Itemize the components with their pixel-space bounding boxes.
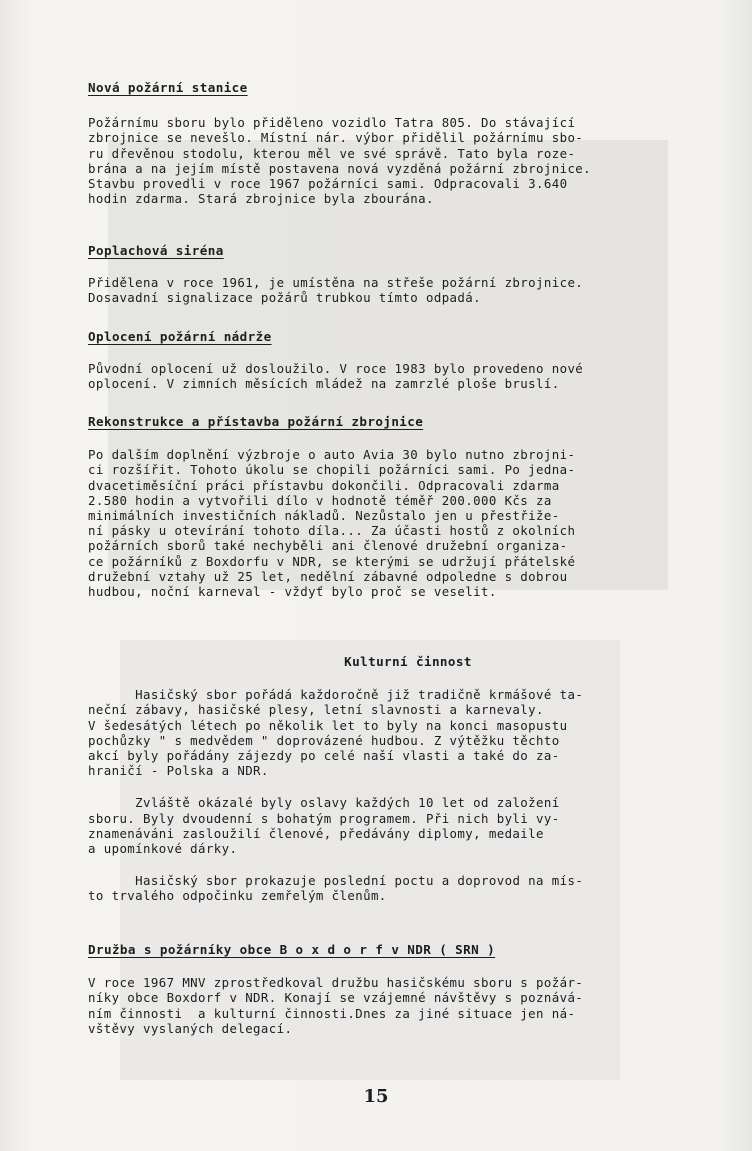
section-heading: Družba s požárníky obce B o x d o r f v NDR ( SRN ) <box>88 942 496 957</box>
section-culture <box>88 654 728 904</box>
section-heading: Oplocení požární nádrže <box>88 329 272 344</box>
section-heading: Poplachová siréna <box>88 243 224 258</box>
culture-paragraph-3: Hasičský sbor prokazuje poslední poctu a doprovod na mís- to trvalého odpočinku zemřelým členům. <box>88 873 584 904</box>
section-body: Přidělena v roce 1961, je umístěna na střeše požární zbrojnice. Dosavadní signalizace požárů trubkou tímto odpadá. <box>88 275 584 306</box>
section-partnership <box>88 942 728 1036</box>
section-heading: Nová požární stanice <box>88 80 248 95</box>
culture-paragraph-1: Hasičský sbor pořádá každoročně již tradičně krmášové ta- neční zábavy, hasičské plesy, letní slavnosti a karnevaly. V šedesátých létech po několik let to byly na konci masopustu pochůzky " s medvědem " doprovázené hudbou. Z výtěžku těchto akcí byly pořádány zájezdy po celé naší vlasti a také do za- hraničí - Polska a NDR. <box>88 687 584 779</box>
section-body: V roce 1967 MNV zprostředkoval družbu hasičskému sboru s požár- níky obce Boxdorf v NDR. Konají se vzájemné návštěvy s poznává- ním činnosti a kulturní činnosti.Dnes za jiné situace jen ná- vštěvy vyslaných delegací. <box>88 975 584 1036</box>
section-siren <box>88 243 728 306</box>
section-fence <box>88 329 728 392</box>
culture-paragraph-2: Zvláště okázalé byly oslavy každých 10 let od založení sboru. Byly dvoudenní s bohatým programem. Při nich byli vy- znamenáváni zasloužilí členové, předávány diplomy, medaile a upomínkové dárky. <box>88 795 560 857</box>
section-heading: Kulturní činnost <box>344 654 472 669</box>
page-number: 15 <box>363 1086 389 1107</box>
section-new-station <box>88 80 728 206</box>
section-heading: Rekonstrukce a přístavba požární zbrojnice <box>88 414 424 429</box>
section-body: Požárnímu sboru bylo přiděleno vozidlo Tatra 805. Do stávající zbrojnice se nevešlo. Místní nár. výbor přidělil požárnímu sbo- ru dřevěnou stodolu, kterou měl ve své správě. Tato byla roze- brána a na jejím místě postavena nová vyzděná požární zbrojnice. Stavbu provedli v roce 1967 požárníci sami. Odpracovali 3.640 hodin zdarma. Stará zbrojnice byla zbourána. <box>88 115 592 207</box>
section-body: Původní oplocení už dosloužilo. V roce 1983 bylo provedeno nové oplocení. V zimních měsících mládež na zamrzlé ploše bruslí. <box>88 361 584 392</box>
section-reconstruction <box>88 414 728 599</box>
section-body: Po dalším doplnění výzbroje o auto Avia 30 bylo nutno zbrojni- ci rozšířit. Tohoto úkolu se chopili požárníci sami. Po jedna- dvacetiměsíční práci přístavbu dokončili. Odpracovali zdarma 2.580 hodin a vytvořili dílo v hodnotě téměř 200.000 Kčs za minimálních investičních nákladů. Nezůstalo jen u přestřiže- ní pásky u otevírání tohoto díla... Za účasti hostů z okolních požárních sborů také nechyběli ani členové družební organiza- ce požárníků z Boxdorfu v NDR, se kterými se udržují přátelské družební vztahy už 25 let, nedělní zábavné odpoledne s dobrou hudbou, noční karneval - vždyť bylo proč se veselit. <box>88 447 576 600</box>
